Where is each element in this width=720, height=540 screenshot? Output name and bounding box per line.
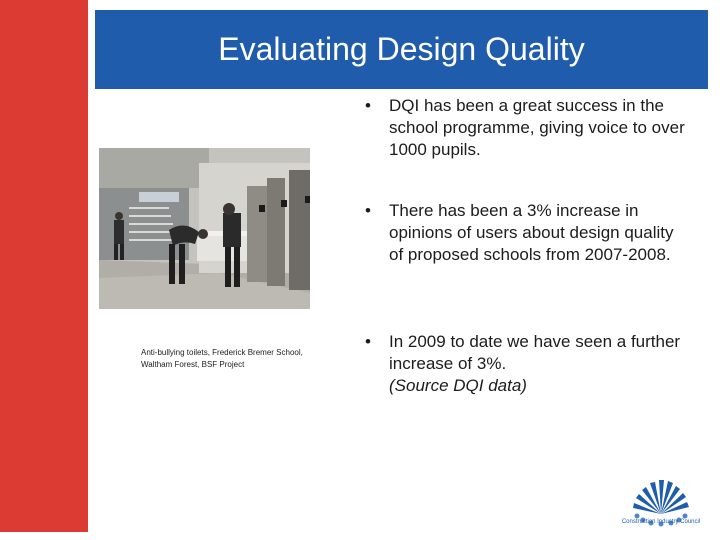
bullet-text: DQI has been a great success in the school programme, giving voice to over 1000 pupils. <box>389 96 685 159</box>
bullet-marker: • <box>365 332 371 351</box>
bullet-text: There has been a 3% increase in opinions of users about design quality of proposed schools from 2007-2008. <box>389 201 674 264</box>
left-accent-bar <box>0 0 88 532</box>
bullet-text: In 2009 to date we have seen a further increase of 3%. <box>389 332 681 373</box>
photo-caption: Anti-bullying toilets, Frederick Bremer School, Waltham Forest, BSF Project <box>141 348 303 369</box>
bullet-marker: • <box>365 201 371 220</box>
slide-title: Evaluating Design Quality <box>218 31 585 67</box>
corridor-photo <box>99 148 310 309</box>
source-note: (Source DQI data) <box>389 376 527 395</box>
bullet-marker: • <box>365 96 371 115</box>
bullet-item <box>360 95 690 161</box>
logo-text: Construction Industry Council <box>621 519 701 525</box>
bullet-item <box>360 331 690 397</box>
bullet-item <box>360 200 690 266</box>
